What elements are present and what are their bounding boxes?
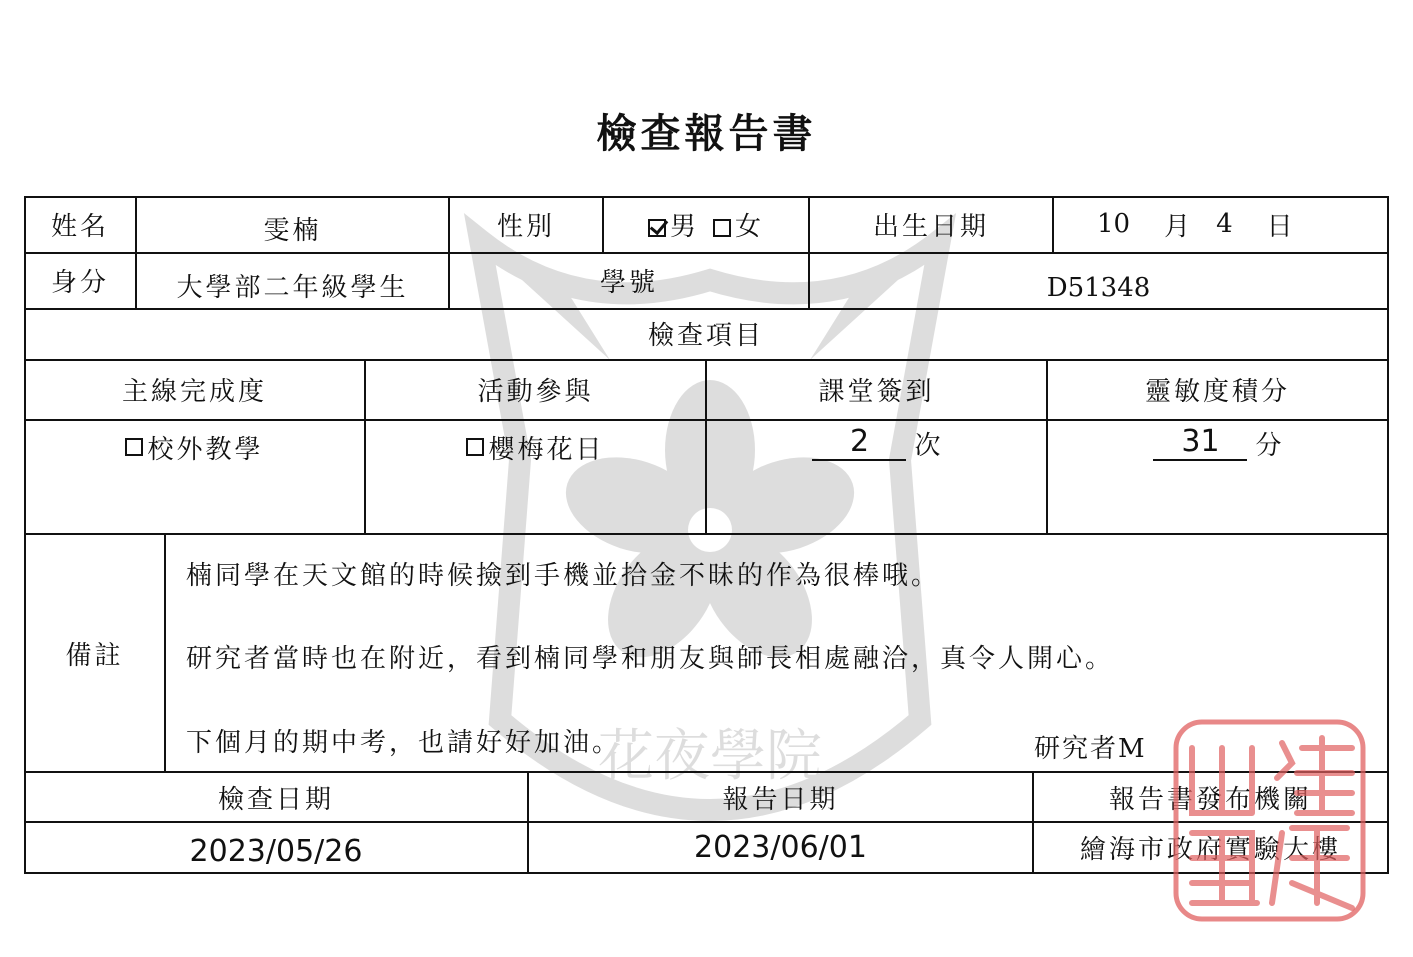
student-id-value: D51348	[1046, 273, 1151, 303]
report-date-label: 報告日期	[722, 784, 839, 815]
remarks-label: 備註	[65, 640, 124, 671]
report-date-value: 2023/06/01	[694, 829, 867, 865]
item-header-activity: 活動參與	[477, 376, 594, 407]
birth-label: 出生日期	[872, 211, 989, 242]
birth-month: 10	[1097, 209, 1131, 239]
items-header: 檢查項目	[647, 321, 764, 351]
item-sensitivity-value	[1047, 418, 1388, 468]
identity-value: 大學部二年級學生	[176, 272, 409, 303]
item-attendance-value	[706, 418, 1047, 468]
student-id-label: 學號	[599, 267, 658, 298]
item-field-trip-label: 校外教學	[147, 434, 264, 465]
gender-label: 性別	[496, 211, 555, 242]
item-header-main-progress: 主線完成度	[121, 376, 267, 407]
checkbox-icon	[466, 438, 484, 456]
researcher-signature: 研究者M	[1034, 734, 1147, 764]
identity-label: 身分	[50, 267, 109, 298]
remark-line-2: 研究者當時也在附近，看到楠同學和朋友與師長相處融洽，真令人開心。	[186, 644, 1115, 674]
item-blossom-day[interactable]	[365, 422, 706, 472]
sensitivity-unit: 分	[1255, 430, 1282, 461]
checkbox-icon	[125, 438, 143, 456]
checkbox-icon	[713, 219, 731, 237]
gender-female-option[interactable]	[713, 206, 764, 243]
issuer-label: 報告書發布機關	[1108, 784, 1312, 815]
item-header-attendance: 課堂簽到	[818, 376, 935, 407]
issuer-value: 繪海市政府實驗大樓	[1079, 834, 1341, 865]
birth-month-unit: 月	[1164, 211, 1191, 242]
gender-male-label: 男	[669, 211, 699, 242]
birth-day-unit: 日	[1266, 211, 1293, 242]
birth-day: 4	[1216, 209, 1233, 239]
document-title: 檢查報告書	[596, 110, 817, 157]
birth-value	[1053, 196, 1388, 252]
item-blossom-day-label: 櫻梅花日	[488, 434, 605, 465]
gender-male-option[interactable]	[648, 206, 699, 243]
check-date-value: 2023/05/26	[189, 833, 363, 869]
gender-female-label: 女	[735, 211, 765, 242]
attendance-count: 2	[812, 425, 906, 461]
item-header-sensitivity: 靈敏度積分	[1144, 376, 1290, 407]
gender-options	[603, 196, 809, 252]
attendance-unit: 次	[914, 430, 941, 461]
check-date-label: 檢查日期	[217, 784, 334, 815]
name-value: 雯楠	[263, 215, 322, 246]
remark-line-1: 楠同學在天文館的時候撿到手機並拾金不昧的作為很棒哦。	[186, 561, 941, 591]
remark-line-3: 下個月的期中考，也請好好加油。	[186, 728, 622, 758]
item-field-trip[interactable]	[24, 422, 365, 472]
watermark-text: 花夜學院	[598, 724, 822, 789]
sensitivity-score: 31	[1153, 425, 1247, 461]
checked-box-icon	[648, 219, 666, 237]
name-label: 姓名	[50, 211, 109, 242]
